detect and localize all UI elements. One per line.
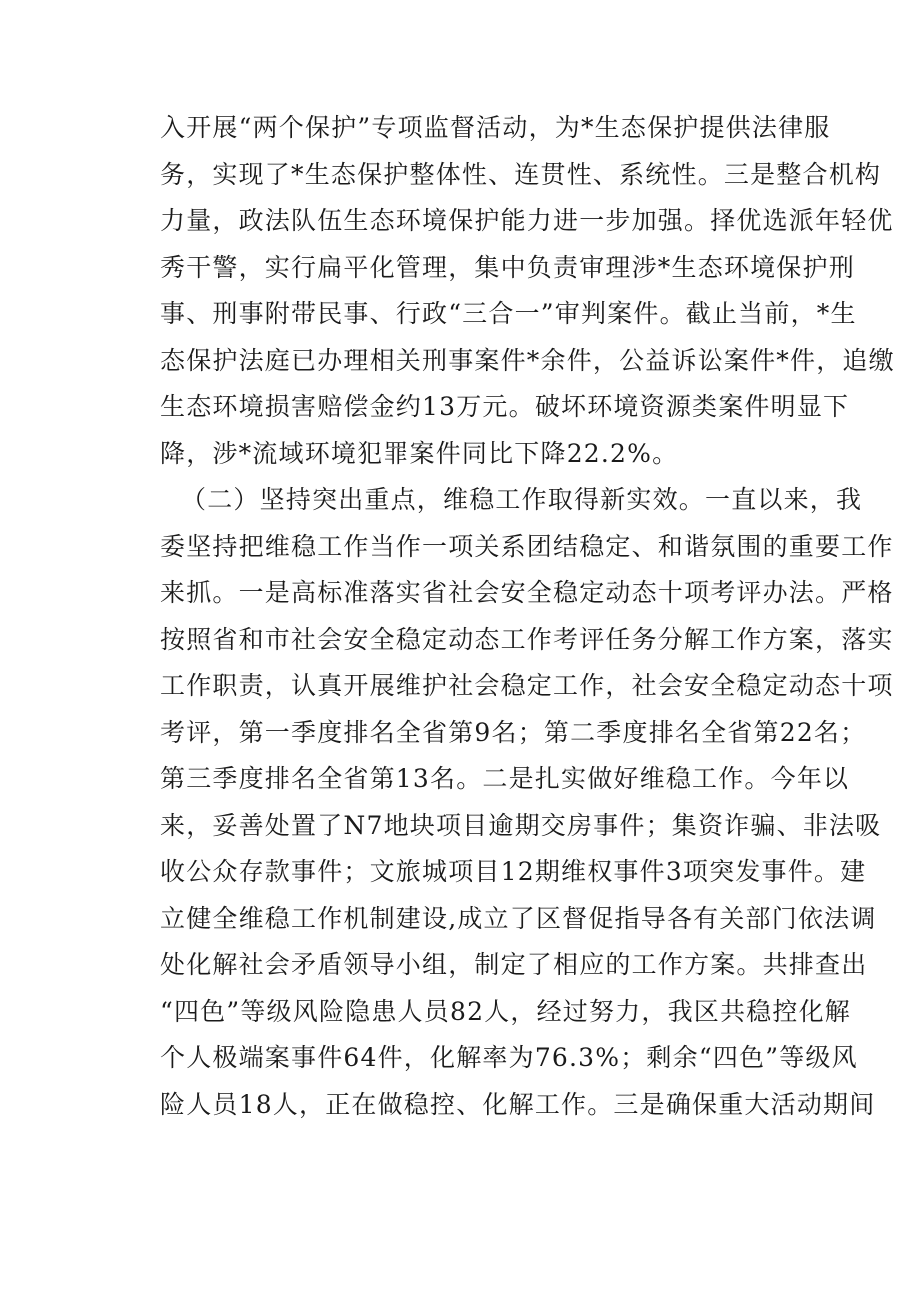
text-line: 险人员18人，正在做稳控、化解工作。三是确保重大活动期间	[160, 1089, 876, 1119]
text-line: “四色”等级风险隐患人员82人，经过努力，我区共稳控化解	[160, 996, 851, 1026]
text-line: 立健全维稳工作机制建设,成立了区督促指导各有关部门依法调	[160, 903, 877, 933]
text-line: 来抓。一是高标准落实省社会安全稳定动态十项考评办法。严格	[160, 578, 894, 607]
text-line: 收公众存款事件；文旅城项目12期维权事件3项突发事件。建	[160, 857, 867, 886]
text-line: 事、刑事附带民事、行政“三合一”审判案件。截止当前，*生	[160, 299, 857, 328]
text-line: 秀干警，实行扁平化管理，集中负责审理涉*生态环境保护刑	[160, 252, 855, 282]
text-line: 委坚持把维稳工作当作一项关系团结稳定、和谐氛围的重要工作	[160, 531, 894, 561]
text-line: 生态环境损害赔偿金约13万元。破坏环境资源类案件明显下	[160, 392, 850, 421]
text-line: 工作职责，认真开展维护社会稳定工作，社会安全稳定动态十项	[160, 671, 894, 700]
text-line: 个人极端案事件64件，化解率为76.3%；剩余“四色”等级风	[160, 1043, 858, 1072]
document-body	[160, 105, 895, 1128]
text-line: 考评，第一季度排名全省第9名；第二季度排名全省第22名；	[160, 717, 867, 747]
text-line: 处化解社会矛盾领导小组，制定了相应的工作方案。共排查出	[160, 950, 868, 979]
text-line: 第三季度排名全省第13名。二是扎实做好维稳工作。今年以	[160, 764, 850, 793]
paragraph-1	[160, 105, 895, 477]
text-line: 按照省和市社会安全稳定动态工作考评任务分解工作方案，落实	[160, 624, 894, 654]
paragraph-heading-line: （二）坚持突出重点，维稳工作取得新实效。一直以来，我	[181, 485, 863, 514]
paragraph-2	[160, 477, 894, 1128]
text-line: 来，妥善处置了N7地块项目逾期交房事件；集资诈骗、非法吸	[160, 810, 882, 840]
text-line: 力量，政法队伍生态环境保护能力进一步加强。择优选派年轻优	[160, 206, 894, 235]
text-line: 态保护法庭已办理相关刑事案件*余件，公益诉讼案件*件，追缴	[160, 345, 895, 375]
text-line: 入开展“两个保护”专项监督活动，为*生态保护提供法律服	[160, 113, 831, 142]
text-line: 务，实现了*生态保护整体性、连贯性、系统性。三是整合机构	[160, 159, 882, 189]
text-line: 降，涉*流域环境犯罪案件同比下降22.2%。	[160, 438, 679, 468]
